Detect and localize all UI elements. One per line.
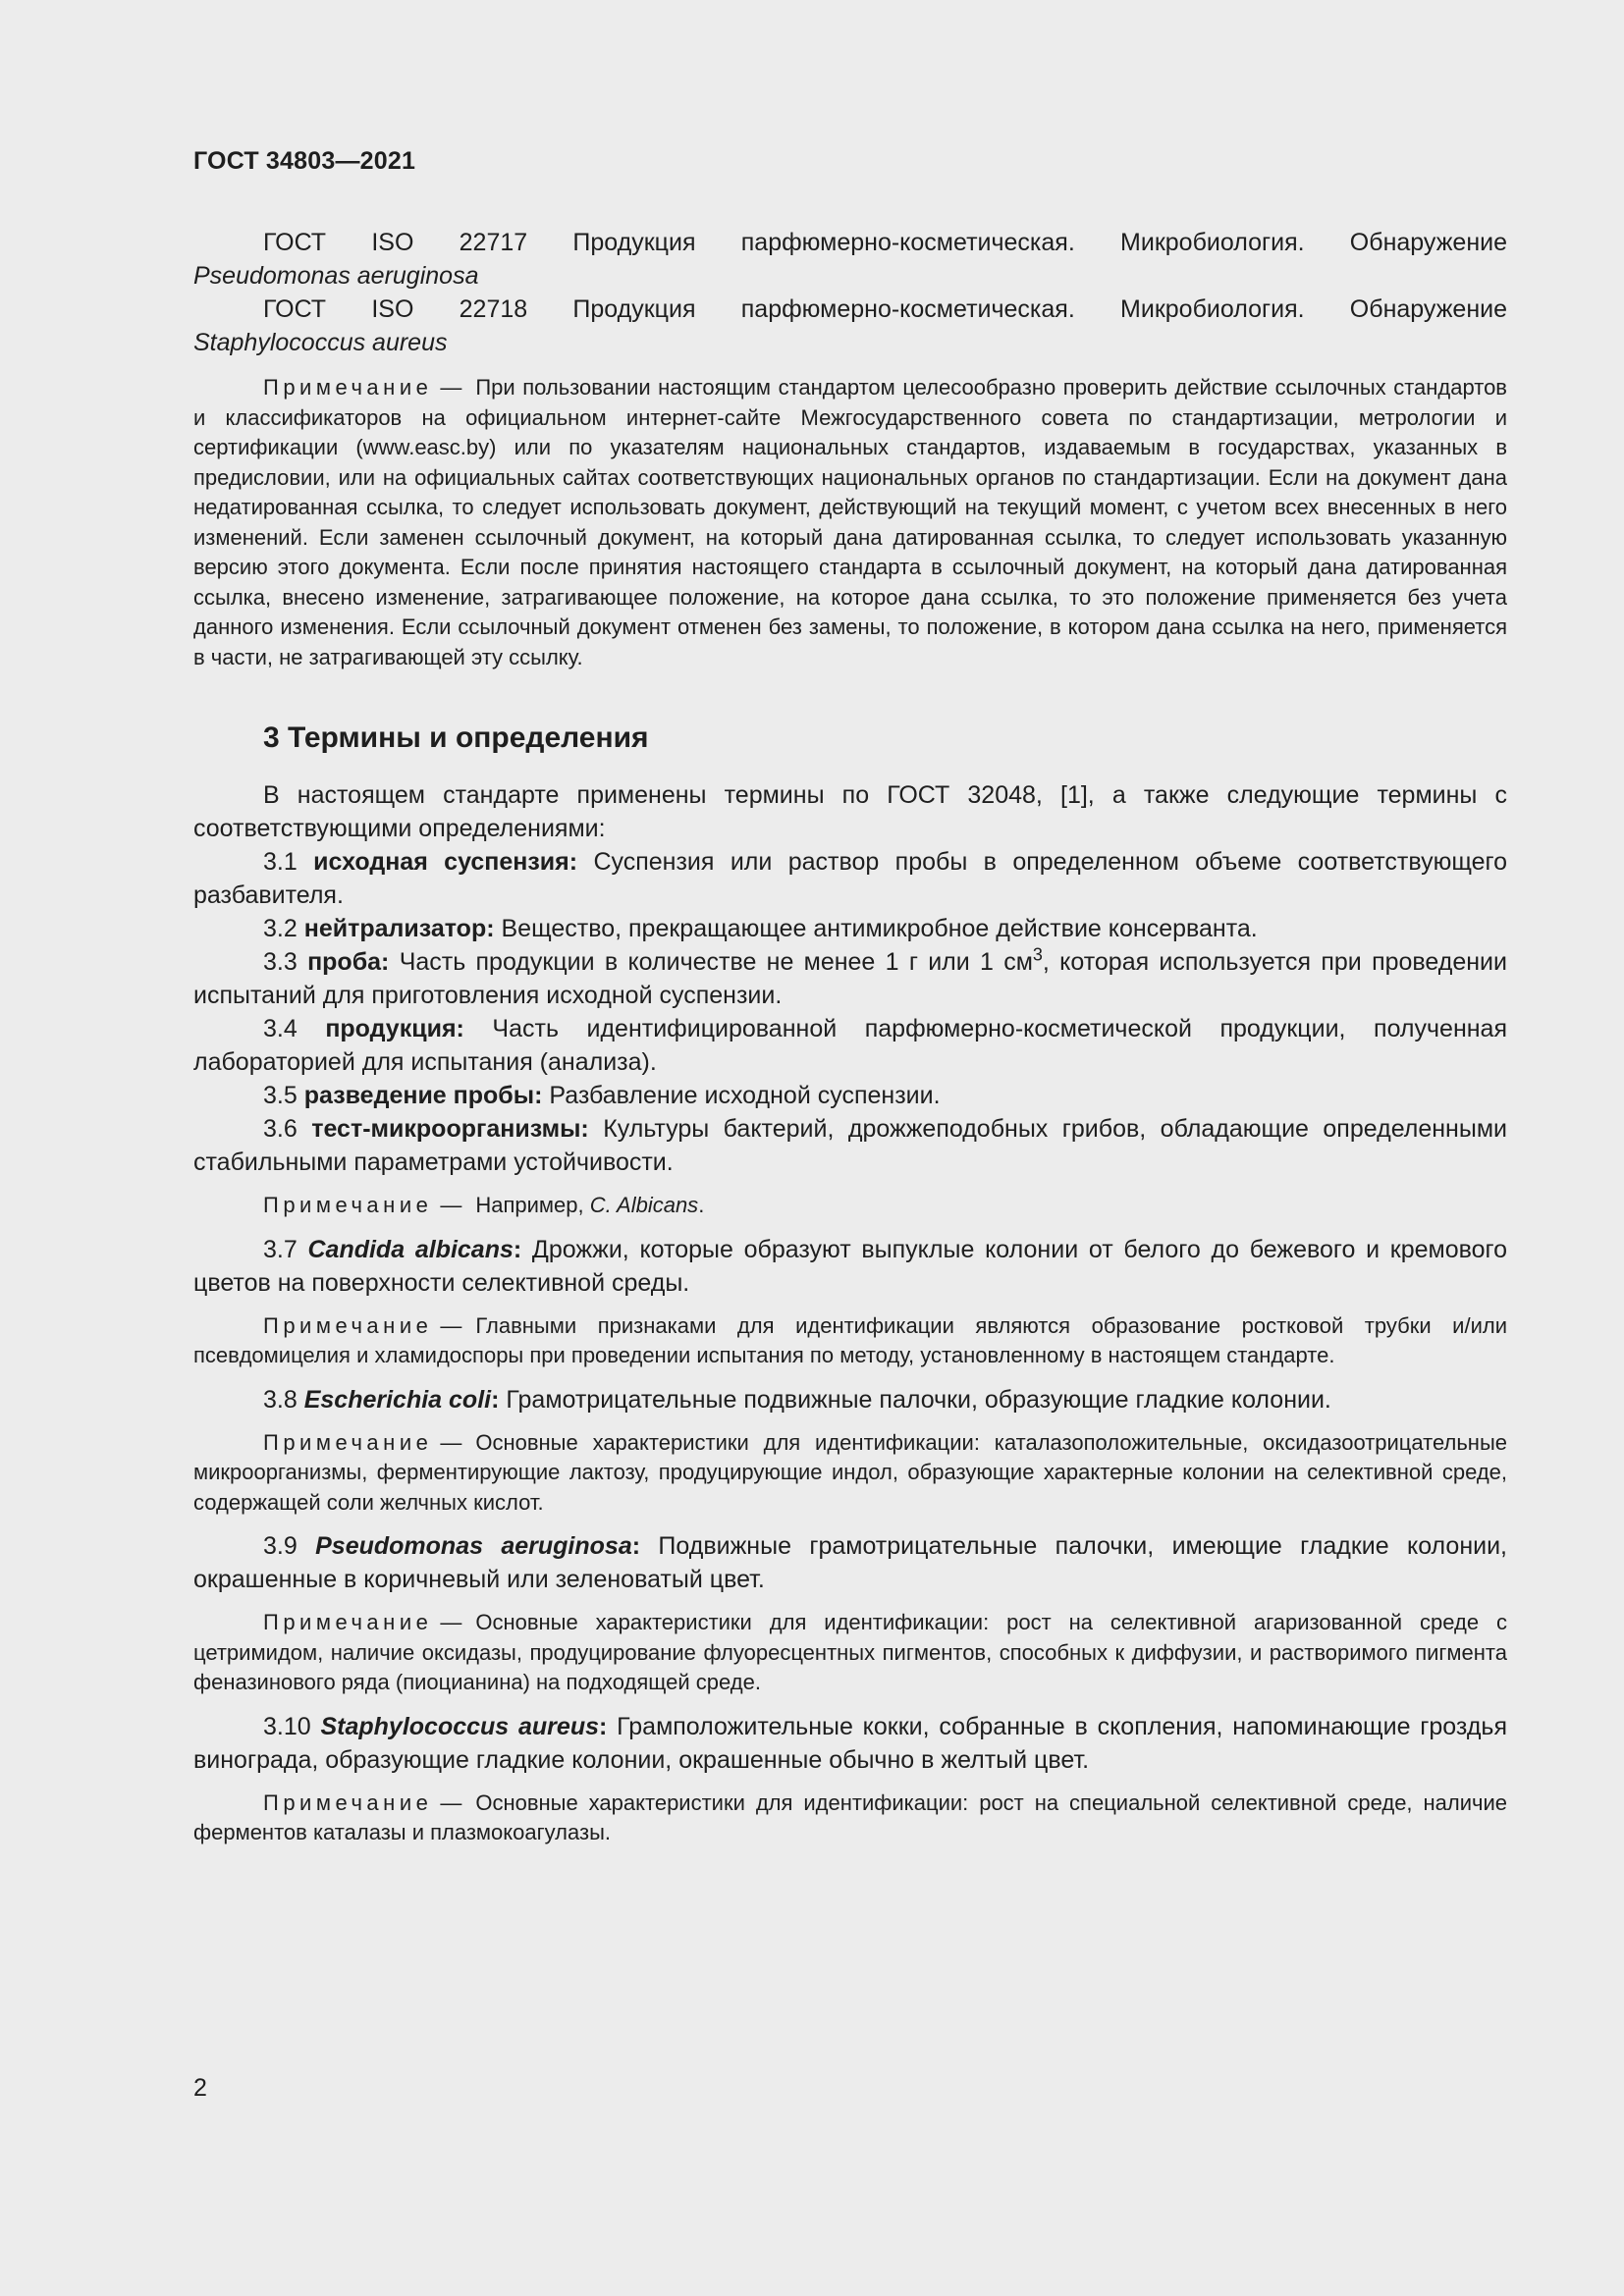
term-name: исходная суспензия:: [313, 848, 578, 876]
term-definition: Разбавление исходной суспензии.: [549, 1082, 941, 1109]
term-definition: Суспензия или раствор пробы в определенном объеме соответствующего разбавителя.: [193, 848, 1507, 909]
term-name: Pseudomonas aeruginosa: [315, 1532, 632, 1560]
term-entry: 3.1 исходная суспензия: Суспензия или раствор пробы в определенном объеме соответствующего разбавителя.: [193, 848, 1507, 909]
note-text: При пользовании настоящим стандартом целесообразно проверить действие ссылочных стандартов и классификаторов на официальном интернет-сайте Межгосударственного совета по стандартизации, метрологии и сертификации (www.easc.by) или по указателям национальных стандартов, издаваемым в государствах, указанных в предисловии, или на официальных сайтах соответствующих национальных органов по стандартизации. Если на документ дана недатированная ссылка, то следует использовать документ, действующий на текущий момент, с учетом всех внесенных в него изменений. Если заменен ссылочный документ, на который дана датированная ссылка, то следует использовать указанную версию этого документа. Если после принятия настоящего стандарта в ссылочный документ, на который дана датированная ссылка, внесено изменение, затрагивающее положение, на которое дана ссылка, то это положение применяется без учета данного изменения. Если ссылочный документ отменен без замены, то положение, в котором дана ссылка на него, применяется в части, не затрагивающей эту ссылку.: [193, 375, 1507, 669]
reference-line: ГОСТ ISO 22718 Продукция парфюмерно-косметическая. Микробиология. Обнаружение: [263, 295, 1507, 323]
term-name: тест-микроорганизмы:: [311, 1115, 589, 1143]
page-number: 2: [193, 2074, 207, 2102]
term-definition: Культуры бактерий, дрожжеподобных грибов, обладающие определенными стабильными параметрами устойчивости.: [193, 1115, 1507, 1176]
section-title: 3 Термины и определения: [263, 721, 649, 754]
term-entry: 3.4 продукция: Часть идентифицированной парфюмерно-косметической продукции, полученная лабораторией для испытания (анализа).: [193, 1015, 1508, 1076]
term-definition: Часть продукции в количестве не менее 1 г или 1 см: [399, 948, 1033, 976]
term-name: нейтрализатор:: [303, 915, 495, 942]
term-name: Candida albicans: [307, 1235, 514, 1263]
term-note: Примечание — Основные характеристики для идентификации: рост на специальной селективной среде, наличие ферментов каталазы и плазмокоагулазы.: [193, 1789, 1507, 1844]
term-name: разведение пробы:: [303, 1082, 543, 1109]
term-definition: Подвижные грамотрицательные палочки, имеющие гладкие колонии, окрашенные в коричневый или зеленоватый цвет.: [193, 1532, 1507, 1593]
term-name: Escherichia coli: [303, 1385, 492, 1414]
term-definition: Часть идентифицированной парфюмерно-косметической продукции, полученная лабораторией для испытания (анализа).: [193, 1015, 1508, 1076]
term-definition: Грамположительные кокки, собранные в скопления, напоминающие гроздья винограда, образующие гладкие колонии, окрашенные обычно в желтый цвет.: [193, 1712, 1507, 1774]
term-entry: 3.10 Staphylococcus aureus: Грамположительные кокки, собранные в скопления, напоминающие гроздья винограда, образующие гладкие колонии, окрашенные обычно в желтый цвет.: [193, 1712, 1507, 1774]
term-entry: 3.3 проба: Часть продукции в количестве не менее 1 г или 1 $см^3$, которая используется при проведении испытаний для приготовления исходной суспензии.: [193, 944, 1507, 1009]
term-note: Примечание — Например, C. Albicans.: [263, 1193, 705, 1217]
term-entry: 3.8 Escherichia coli: Грамотрицательные подвижные палочки, образующие гладкие колонии.: [263, 1385, 1331, 1414]
document-header: ГОСТ 34803—2021: [193, 147, 416, 175]
term-entry: 3.9 Pseudomonas aeruginosa: Подвижные грамотрицательные палочки, имеющие гладкие колонии, окрашенные в коричневый или зеленоватый цвет.: [193, 1532, 1507, 1593]
term-entry: 3.7 Candida albicans: Дрожжи, которые образуют выпуклые колонии от белого до бежевого и кремового цветов на поверхности селективной среды.: [193, 1235, 1507, 1297]
reference-line: ГОСТ ISO 22717 Продукция парфюмерно-косметическая. Микробиология. Обнаружение: [263, 229, 1507, 256]
term-definition: Дрожжи, которые образуют выпуклые колонии от белого до бежевого и кремового цветов на поверхности селективной среды.: [193, 1235, 1507, 1297]
term-name: продукция:: [325, 1015, 464, 1042]
term-definition: Вещество, прекращающее антимикробное действие консерванта.: [501, 915, 1258, 942]
note-label: Примечание: [263, 375, 433, 400]
term-name: проба:: [307, 948, 390, 976]
term-note: Примечание — Основные характеристики для идентификации: каталазоположительные, оксидазоотрицательные микроорганизмы, ферментирующие лактозу, продуцирующие индол, образующие характерные колонии на селективной среде, содержащей соли желчных кислот.: [193, 1429, 1507, 1515]
term-name: Staphylococcus aureus: [320, 1712, 599, 1740]
term-note: Примечание — Основные характеристики для идентификации: рост на селективной агаризованной среде с цетримидом, наличие оксидазы, продуцирование флуоресцентных пигментов, способных к диффузии, и растворимого пигмента феназинового ряда (пиоцианина) на подходящей среде.: [193, 1610, 1507, 1694]
page-content: [193, 226, 1507, 1860]
term-entry: 3.5 разведение пробы: Разбавление исходной суспензии.: [263, 1082, 941, 1109]
section-intro: В настоящем стандарте применены термины по ГОСТ 32048, [1], а также следующие термины с соответствующими определениями:: [193, 781, 1507, 842]
note-references: Примечание — При пользовании настоящим стандартом целесообразно проверить действие ссылочных стандартов и классификаторов на официальном интернет-сайте Межгосударственного совета по стандартизации, метрологии и сертификации (www.easc.by) или по указателям национальных стандартов, издаваемым в государствах, указанных в предисловии, или на официальных сайтах соответствующих национальных органов по стандартизации. Если на документ дана недатированная ссылка, то следует использовать документ, действующий на текущий момент, с учетом всех внесенных в него изменений. Если заменен ссылочный документ, на который дана датированная ссылка, то следует использовать указанную версию этого документа. Если после принятия настоящего стандарта в ссылочный документ, на который дана датированная ссылка, внесено изменение, затрагивающее положение, на которое дана ссылка, то это положение применяется без учета данного изменения. Если ссылочный документ отменен без замены, то положение, в котором дана ссылка на него, применяется в части, не затрагивающей эту ссылку.: [193, 375, 1507, 669]
reference-continuation: Staphylococcus aureus: [193, 329, 448, 356]
reference-continuation: Pseudomonas aeruginosa: [193, 262, 479, 290]
term-note: Примечание — Главными признаками для идентификации являются образование ростковой трубки и/или псевдомицелия и хламидоспоры при проведении испытания по методу, установленному в настоящем стандарте.: [193, 1312, 1507, 1367]
term-definition: Грамотрицательные подвижные палочки, образующие гладкие колонии.: [506, 1385, 1331, 1414]
term-entry: 3.2 нейтрализатор: Вещество, прекращающее антимикробное действие консерванта.: [263, 915, 1258, 942]
term-entry: 3.6 тест-микроорганизмы: Культуры бактерий, дрожжеподобных грибов, обладающие определенными стабильными параметрами устойчивости.: [193, 1115, 1507, 1176]
